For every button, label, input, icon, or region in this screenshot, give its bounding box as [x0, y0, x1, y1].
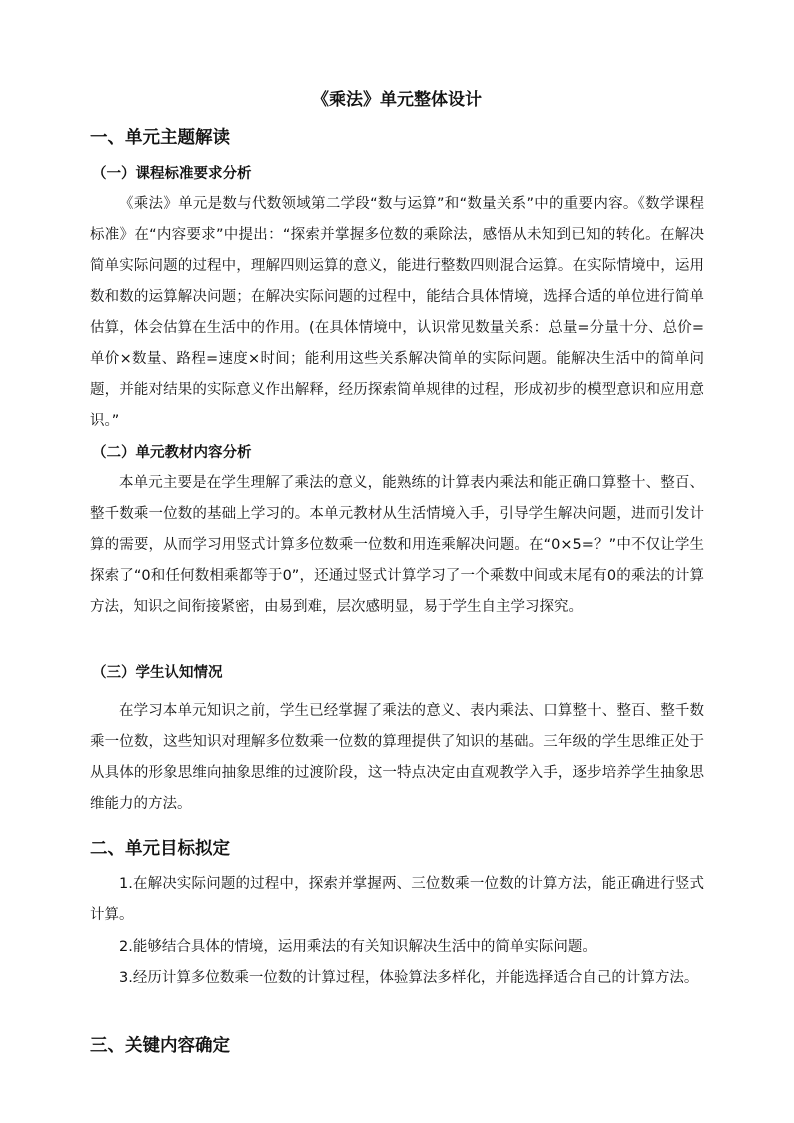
subsection-heading-cognition: （三）学生认知情况 — [92, 665, 223, 681]
paragraph-textbook-analysis: 本单元主要是在学生理解了乘法的意义，能熟练的计算表内乘法和能正确口算整十、整百、整千数乘一位数的基础上学习的。本单元教材从生活情境入手，引导学生解决问题，进而引发计算的需要，从而学习用竖式计算多位数乘一位数和用连乘解决问题。在“0×5=？”中不仅让学生探索了“0和任何数相乘都等于0”，还通过竖式计算学习了一个乘数中间或末尾有0的乘法的计算方法，知识之间衔接紧密，由易到难，层次感明显，易于学生自主学习探究。 — [90, 475, 704, 615]
subsection-heading-textbook: （二）单元教材内容分析 — [92, 445, 252, 461]
subsection-heading-curriculum: （一）课程标准要求分析 — [92, 166, 252, 182]
goal-item: 3.经历计算多位数乘一位数的计算过程，体验算法多样化，并能选择适合自己的计算方法。 — [119, 970, 699, 986]
section-heading-theme: 一、单元主题解读 — [90, 128, 230, 148]
goal-item: 1.在解决实际问题的过程中，探索并掌握两、三位数乘一位数的计算方法，能正确进行竖式计算。 — [90, 876, 704, 923]
goal-item: 2.能够结合具体的情境，运用乘法的有关知识解决生活中的简单实际问题。 — [119, 939, 597, 955]
section-heading-key-content: 三、关键内容确定 — [90, 1036, 230, 1056]
section-heading-goals: 二、单元目标拟定 — [90, 839, 230, 859]
paragraph-student-cognition: 在学习本单元知识之前，学生已经掌握了乘法的意义、表内乘法、口算整十、整百、整千数乘一位数，这些知识对理解多位数乘一位数的算理提供了知识的基础。三年级的学生思维正处于从具体的形象思维向抽象思维的过渡阶段，这一特点决定由直观教学入手，逐步培养学生抽象思维能力的方法。 — [90, 703, 704, 812]
document-title: 《乘法》单元整体设计 — [312, 90, 482, 110]
paragraph-curriculum-analysis: 《乘法》单元是数与代数领域第二学段“数与运算”和“数量关系”中的重要内容。《数学课程标准》在“内容要求”中提出：“探索并掌握多位数的乘除法，感悟从未知到已知的转化。在解决简单实际问题的过程中，理解四则运算的意义，能进行整数四则混合运算。在实际情境中，运用数和数的运算解决问题；在解决实际问题的过程中，能结合具体情境，选择合适的单位进行简单估算，体会估算在生活中的作用。(在具体情境中，认识常见数量关系：总量=分量十分、总价=单价×数量、路程=速度×时间；能利用这些关系解决简单的实际问题。能解决生活中的简单问题，并能对结果的实际意义作出解释，经历探索简单规律的过程，形成初步的模型意识和应用意识。” — [90, 196, 704, 429]
